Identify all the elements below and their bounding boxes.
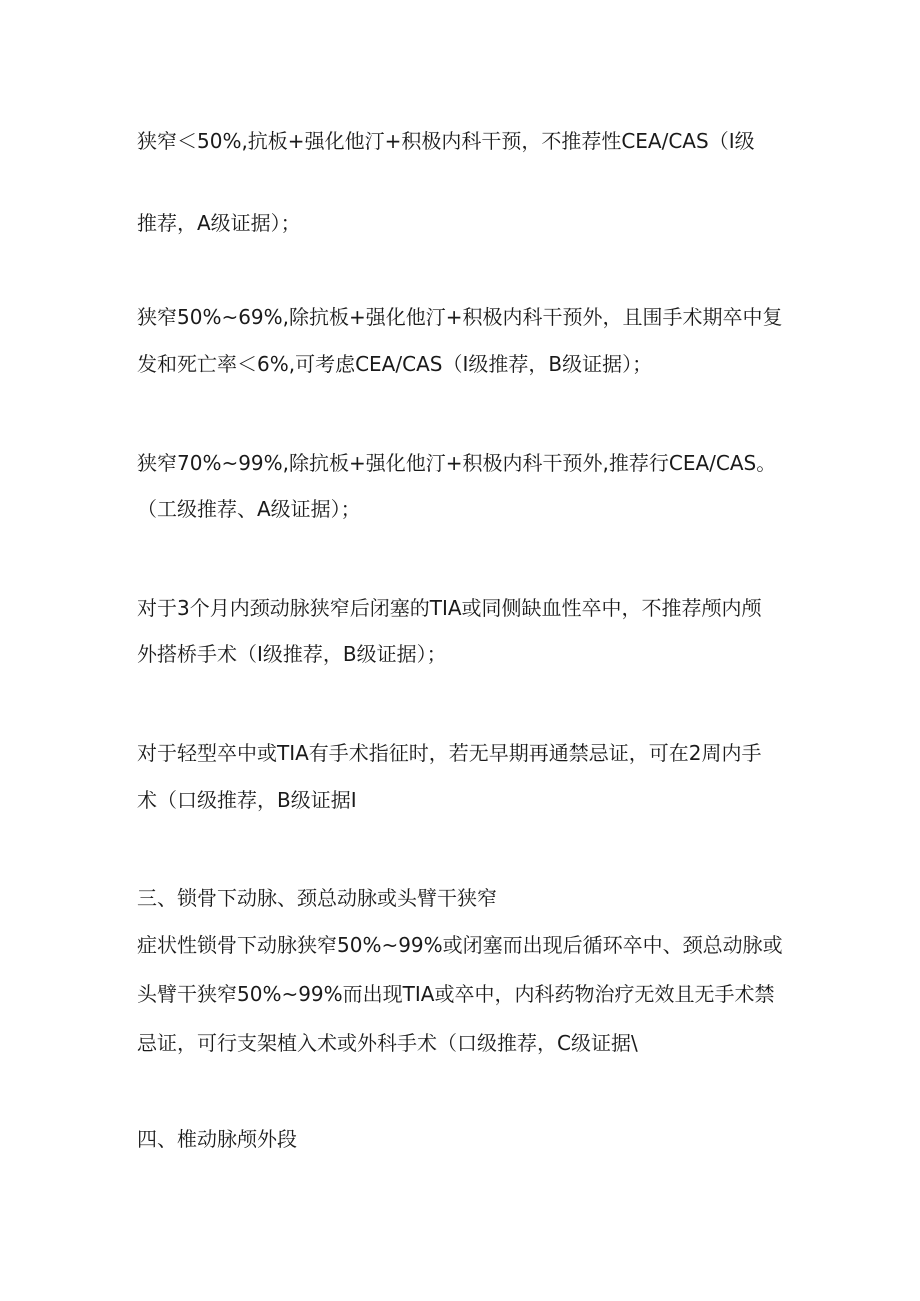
text-line: （工级推荐、A级证据）； xyxy=(137,497,361,521)
text-line: 狭窄70%~99%,除抗板+强化他汀+积极内科干预外,推荐行CEA/CAS。 xyxy=(137,451,777,475)
text-line: 外搭桥手术（I级推荐，B级证据）； xyxy=(137,642,447,666)
text-line: 推荐，A级证据）； xyxy=(137,211,301,235)
text-line: 狭窄50%~69%,除抗板+强化他汀+积极内科干预外，且围手术期卒中复 xyxy=(137,305,783,329)
text-line: 对于3个月内颈动脉狭窄后闭塞的TIA或同侧缺血性卒中，不推荐颅内颅 xyxy=(137,596,762,620)
text-line: 对于轻型卒中或TIA有手术指征时，若无早期再通禁忌证，可在2周内手 xyxy=(137,741,762,765)
section-heading: 三、锁骨下动脉、颈总动脉或头臂干狭窄 xyxy=(137,886,497,910)
text-line: 术（口级推荐，B级证据I xyxy=(137,788,357,812)
text-line: 忌证，可行支架植入术或外科手术（口级推荐，C级证据\ xyxy=(137,1031,638,1055)
section-heading: 四、椎动脉颅外段 xyxy=(137,1127,297,1151)
text-line: 头臂干狭窄50%~99%而出现TIA或卒中，内科药物治疗无效且无手术禁 xyxy=(137,982,775,1006)
text-line: 发和死亡率＜6%,可考虑CEA/CAS（I级推荐，B级证据）； xyxy=(137,352,653,376)
text-line: 狭窄＜50%,抗板+强化他汀+积极内科干预，不推荐性CEA/CAS（I级 xyxy=(137,129,755,153)
text-line: 症状性锁骨下动脉狭窄50%~99%或闭塞而出现后循环卒中、颈总动脉或 xyxy=(137,933,783,957)
